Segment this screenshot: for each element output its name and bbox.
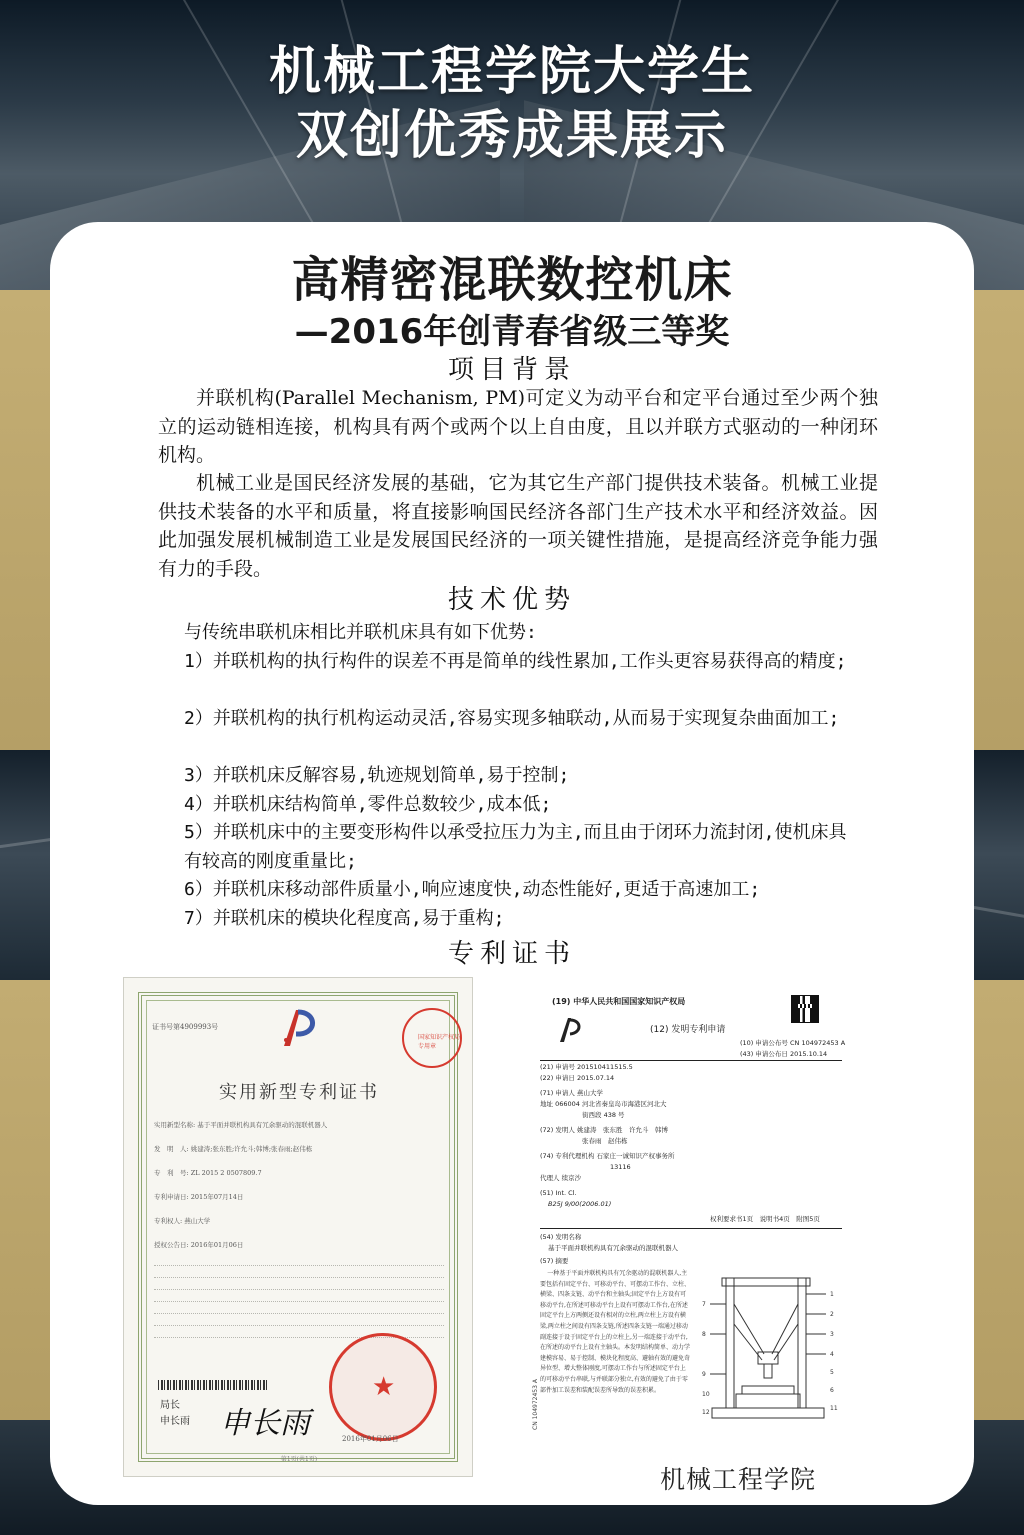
invention-patent-application [510,990,848,1455]
advantages-intro: 与传统串联机床相比并联机床具有如下优势: [184,622,537,643]
figure-reference-label: 7 [702,1301,706,1308]
certificate-field-name: 实用新型名称: 基于平面并联机构具有冗余驱动的混联机器人 [154,1121,328,1129]
certificate-chief: 局长 申长雨 [160,1400,190,1427]
figure-reference-label: 9 [702,1371,706,1378]
certificate-field-filing-date: 专利申请日: 2015年07月14日 [154,1193,244,1201]
project-title: 高精密混联数控机床 [291,252,733,308]
advantage-item: 4）并联机床结构简单,零件总数较少,成本低; [184,794,552,815]
certificate-page-marker: 第1页(共1页) [280,1456,318,1463]
certificate-number: 证书号第4909993号 [152,1023,219,1031]
hybrid-machine-figure-icon [702,1274,842,1424]
background-paragraph-1: 并联机构(Parallel Mechanism, PM)可定义为动平台和定平台通过至少两个独立的运动链相连接，机构具有两个或两个以上自由度，且以并联方式驱动的一种闭环机构。 [158,387,878,466]
patent-publication-info: (10) 申请公布号 CN 104972453 A (43) 申请公布日 2015.10.14 [740,1039,846,1058]
seal-small-text: 国家知识产权局专用章 [418,1034,461,1050]
divider [540,1060,842,1061]
figure-reference-label: 11 [830,1405,838,1412]
certificate-seal-large [329,1333,437,1441]
certificate-field-patent-no: 专 利 号: ZL 2015 2 0507809.7 [154,1169,262,1177]
page-title [0,40,1024,168]
page-title-line1: 机械工程学院大学生 [268,42,755,102]
figure-reference-label: 8 [702,1331,706,1338]
figure-reference-label: 2 [830,1311,834,1318]
patent-page-count: 权利要求书1页 说明书4页 附图5页 [710,1215,820,1223]
college-name: 机械工程学院 [660,1465,817,1494]
advantage-item: 3）并联机床反解容易,轨迹规划简单,易于控制; [184,765,570,786]
figure-reference-label: 4 [830,1351,834,1358]
certificate-title: 实用新型专利证书 [219,1082,379,1103]
advantage-item: 5）并联机床中的主要变形构件以承受拉压力为主,而且由于闭环力流封闭,使机床具有较高的刚度重量比; [184,822,847,872]
section-heading-background: 项目背景 [447,355,576,385]
figure-reference-label: 1 [830,1291,834,1298]
section-heading-patents: 专利证书 [447,939,576,969]
advantage-item: 6）并联机床移动部件质量小,响应速度快,动态性能好,更适于高速加工; [184,879,761,900]
figure-reference-label: 12 [702,1409,710,1416]
figure-reference-label: 6 [830,1387,834,1394]
qr-code-icon [792,996,818,1022]
background-paragraph-2: 机械工业是国民经济发展的基础，它为其它生产部门提供技术装备。机械工业提供技术装备的水平和质量，将直接影响国民经济各部门生产技术水平和经济效益。因此加强发展机械制造工业是发展国民经济的一项关键性措施，是提高经济竞争能力强有力的手段。 [158,472,878,580]
patent-type: (12) 发明专利申请 [650,1025,726,1035]
patent-office-name: (19) 中华人民共和国国家知识产权局 [552,997,686,1006]
patent-abstract-text: 一种基于平面并联机构具有冗余驱动的混联机器人,主要包括有固定平台、可移动平台、可摆动工作台、立柱、横梁、四条支链、动平台和主轴头;固定平台上方设有可移动平台,在所述可移动平台上设有可摆动工作台,在所述固定平台上方两侧还设有相对的立柱,两立柱上方设有横梁,两立柱之间设有四条支链,所述四条支链一端通过移动副连接于设于固定平台上的立柱上,另一端连接于动平台,在所述的动平台上设有主轴头。本发明结构简单、动力学建模容易、易于控制、模块化程度高、避轴有效的避免奇异位型、增大整体刚度,可摆动工作台与所述固定平台上的可移动平台串联,与并联部分独立,有效的避免了由于零部件加工误差和装配误差所导致的误差积累。 [540,1270,691,1394]
certificate-barcode [158,1380,268,1390]
certificate-field-owner: 专利权人: 燕山大学 [154,1217,211,1225]
cnipa-logo-icon [556,1016,582,1044]
patent-bibliographic-data: (21) 申请号 201510411515.5 (22) 申请日 2015.07.14 (71) 申请人 燕山大学 地址 066004 河北省秦皇岛市海港区河北大 街西段 438 号 (72) 发明人 姚建涛 张东胜 许允斗 韩博 张春雨 赵伟栋 (74) 专利代理机构 石家庄一诚知识产权事务所 13116 代理人 续京沙 (51) Int. Cl. B25J 9/00(2006.01) [540,1063,675,1208]
certificate-signature: 申长雨 [220,1406,310,1441]
certificate-fields [154,1118,444,1344]
advantage-item: 2）并联机构的执行机构运动灵活,容易实现多轴联动,从而易于实现复杂曲面加工; [184,708,840,729]
advantage-item: 1）并联机构的执行构件的误差不再是简单的线性累加,工作头更容易获得高的精度; [184,651,847,672]
certificate-field-inventor: 发 明 人: 姚建涛;张东胜;许允斗;韩博;张春雨;赵伟栋 [154,1145,313,1153]
patent-side-code: CN 104972453 A [532,1379,539,1430]
project-award: —2016年创青春省级三等奖 [294,312,730,352]
certificate-body-text [154,1260,444,1338]
certificate-seal-small [402,1008,462,1068]
advantage-item: 7）并联机床的模块化程度高,易于重构; [184,908,505,929]
seal-star-icon: ★ [372,1372,396,1402]
figure-reference-label: 10 [702,1391,710,1398]
page-title-line2: 双创优秀成果展示 [295,106,728,166]
cnipa-logo-icon [276,1006,320,1050]
certificate-field-grant-date: 授权公告日: 2016年01月06日 [154,1241,244,1249]
utility-model-certificate [123,977,473,1477]
section-heading-advantages: 技术优势 [447,585,576,615]
divider [540,1228,842,1229]
figure-reference-label: 3 [830,1331,834,1338]
certificate-seal-date: 2016年01月06日 [342,1435,399,1443]
figure-reference-label: 5 [830,1369,834,1376]
patent-abstract-block: (54) 发明名称 基于平面并联机构具有冗余驱动的混联机器人 (57) 摘要 一种基于平面并联机构具有冗余驱动的混联机器人,主要包括有固定平台、可移动平台、可摆动工作台、立柱、横梁、四条支链、动平台和主轴头;固定平台上方设有可移动平台,在所述可移动平台上设有可摆动工作台,在所述固定平台上方两侧还设有相对的立柱,两立柱上方设有横梁,两立柱之间设有四条支链,所述四条支链一端通过移动副连接于设于固定平台上的立柱上,另一端连接于动平台,在所述的动平台上设有主轴头。本发明结构简单、动力学建模容易、易于控制、模块化程度高、避轴有效的避免奇异位型、增大整体刚度,可摆动工作台与所述固定平台上的可移动平台串联,与并联部分独立,有效的避免了由于零部件加工误差和装配误差所导致的误差积累。 [540,1232,690,1396]
